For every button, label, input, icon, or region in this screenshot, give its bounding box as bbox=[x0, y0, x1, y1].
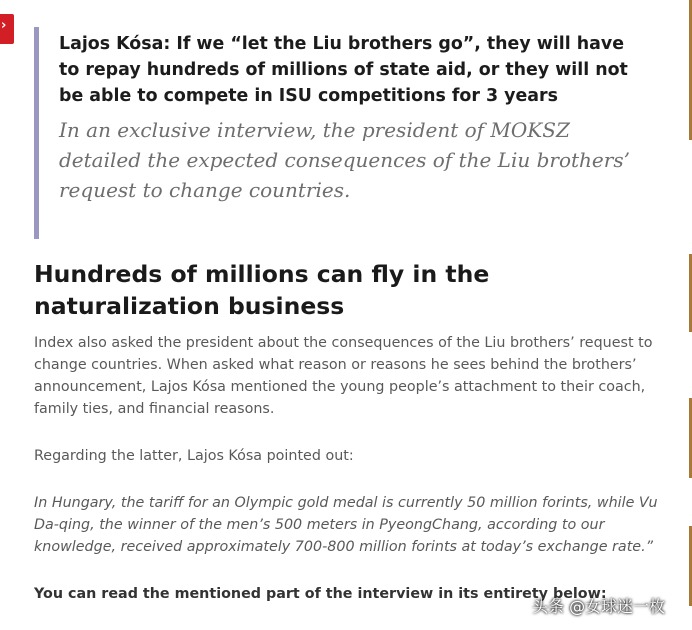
red-side-tab[interactable] bbox=[0, 14, 14, 44]
tab-glyph: › bbox=[1, 18, 7, 33]
body-paragraph: Regarding the latter, Lajos Kósa pointed out: bbox=[34, 448, 354, 464]
body-paragraph: Index also asked the president about the consequences of the Liu brothers’ request to change countries. When asked what reason or reasons he sees behind the brothers’ announcement, Lajos Kósa mentioned the young people’s attachment to their coach, family ties, and financial reasons. bbox=[34, 335, 653, 417]
section-heading: Hundreds of millions can fly in the naturalization business bbox=[34, 260, 490, 320]
quoted-paragraph: In Hungary, the tariff for an Olympic gold medal is currently 50 million forints, while Vu Da-qing, the winner of the men’s 500 meters in PyeongChang, according to our knowledge, received approximately 700-800 million forints at today’s exchange rate.” bbox=[34, 495, 658, 555]
read-more-text: You can read the mentioned part of the interview in its entirety below: bbox=[34, 586, 607, 602]
lead-quote-block bbox=[34, 27, 654, 239]
watermark: 头条 @女球迷一枚 bbox=[532, 597, 666, 616]
quote-title: Lajos Kósa: If we “let the Liu brothers go”, they will have to repay hundreds of millions of state aid, or they will not be able to compete in ISU competitions for 3 years bbox=[59, 34, 628, 106]
quote-lead: In an exclusive interview, the president of MOKSZ detailed the expected consequences of the Liu brothers’ request to change countries. bbox=[59, 118, 630, 202]
